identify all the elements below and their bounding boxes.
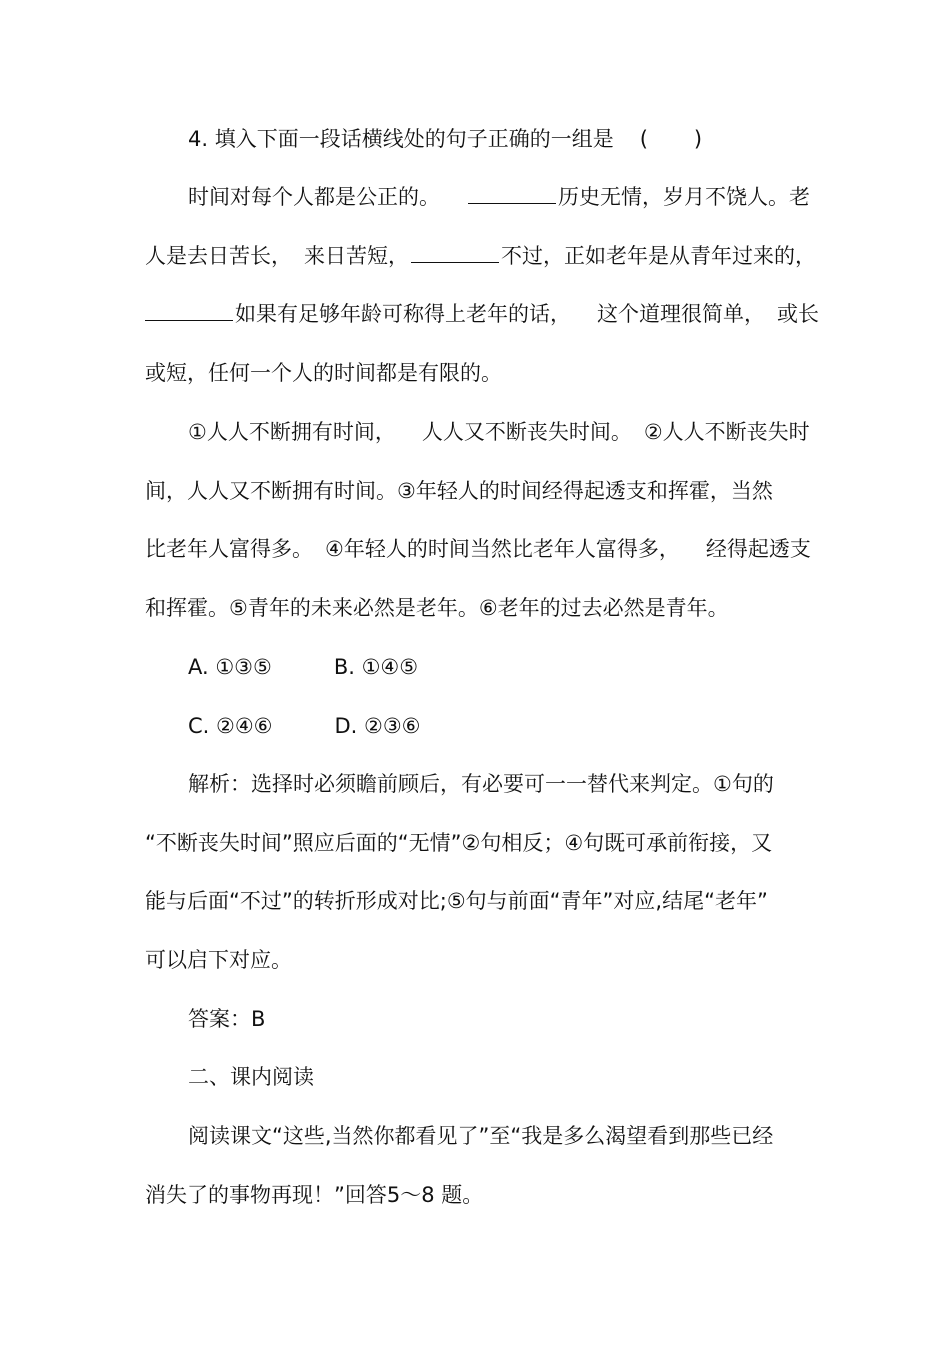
choice-b: B. ①④⑤ [333, 655, 419, 679]
options-line-1 [188, 417, 810, 447]
passage-text: 人是去日苦长， [145, 244, 292, 268]
options-line-2: 间，人人又不断拥有时间。③年轻人的时间经得起透支和挥霍，当然 [145, 479, 773, 503]
intro-text: 5～8 题。 [386, 1183, 484, 1207]
fill-blank-3 [145, 300, 233, 321]
analysis-line-2 [145, 828, 772, 858]
option-text: ②人人不断丧失时 [643, 420, 810, 444]
passage-line-2 [145, 241, 816, 271]
analysis-text: ”②句相反；④句既可承前衔接，又 [450, 831, 773, 855]
passage-text: 或长 [777, 302, 819, 326]
option-text: 人人又不断丧失时间。 [421, 420, 632, 444]
passage-text: 不过，正如老年是从青年过来的， [501, 244, 816, 268]
choice-c: C. ②④⑥ [188, 714, 273, 738]
option-text: ④年轻人的时间当然比老年人富得多， [325, 537, 680, 561]
choices-row-2 [188, 711, 421, 741]
passage-text: 如果有足够年龄可称得上老年的话， [235, 302, 571, 326]
passage-text: 来日苦短， [304, 244, 409, 268]
analysis-line-1: 解析：选择时必须瞻前顾后，有必要可一一替代来判定。①句的 [188, 772, 774, 796]
answer-paren-close: ) [693, 127, 703, 151]
question-4-text: 4. 填入下面一段话横线处的句子正确的一组是 [188, 127, 614, 151]
reading-intro-line-2 [145, 1180, 483, 1210]
option-text: 经得起透支 [705, 537, 811, 561]
analysis-text: “不断丧失时间”照应后面的“无情 [145, 831, 451, 855]
choice-a: A. ①③⑤ [188, 655, 272, 679]
passage-text: 这个道理很简单， [597, 302, 765, 326]
analysis-line-3: 能与后面“不过”的转折形成对比;⑤句与前面“青年”对应,结尾“老年” [145, 889, 768, 913]
intro-text: 消失了的事物再现！”回答 [145, 1183, 387, 1207]
question-4-stem [188, 124, 702, 154]
passage-line-4: 或短，任何一个人的时间都是有限的。 [145, 361, 502, 385]
analysis-line-4: 可以启下对应。 [145, 948, 292, 972]
options-line-3 [145, 534, 811, 564]
section-heading: 二、课内阅读 [188, 1065, 314, 1089]
passage-text: 时间对每个人都是公正的。 [188, 185, 440, 209]
answer-line: 答案：B [188, 1007, 266, 1031]
passage-text: 历史无情，岁月不饶人。老 [558, 185, 810, 209]
option-text: ①人人不断拥有时间， [188, 420, 396, 444]
passage-line-1 [188, 182, 810, 212]
reading-intro-line-1: 阅读课文“这些,当然你都看见了”至“我是多么渴望看到那些已经 [188, 1124, 774, 1148]
options-line-4: 和挥霍。⑤青年的未来必然是老年。⑥老年的过去必然是青年。 [145, 596, 729, 620]
option-text: 比老年人富得多。 [145, 537, 313, 561]
fill-blank-1 [468, 183, 556, 204]
answer-paren-open: ( [639, 127, 648, 151]
choice-d: D. ②③⑥ [334, 714, 421, 738]
choices-row-1 [188, 652, 418, 682]
fill-blank-2 [411, 242, 499, 263]
passage-line-3 [145, 299, 819, 329]
